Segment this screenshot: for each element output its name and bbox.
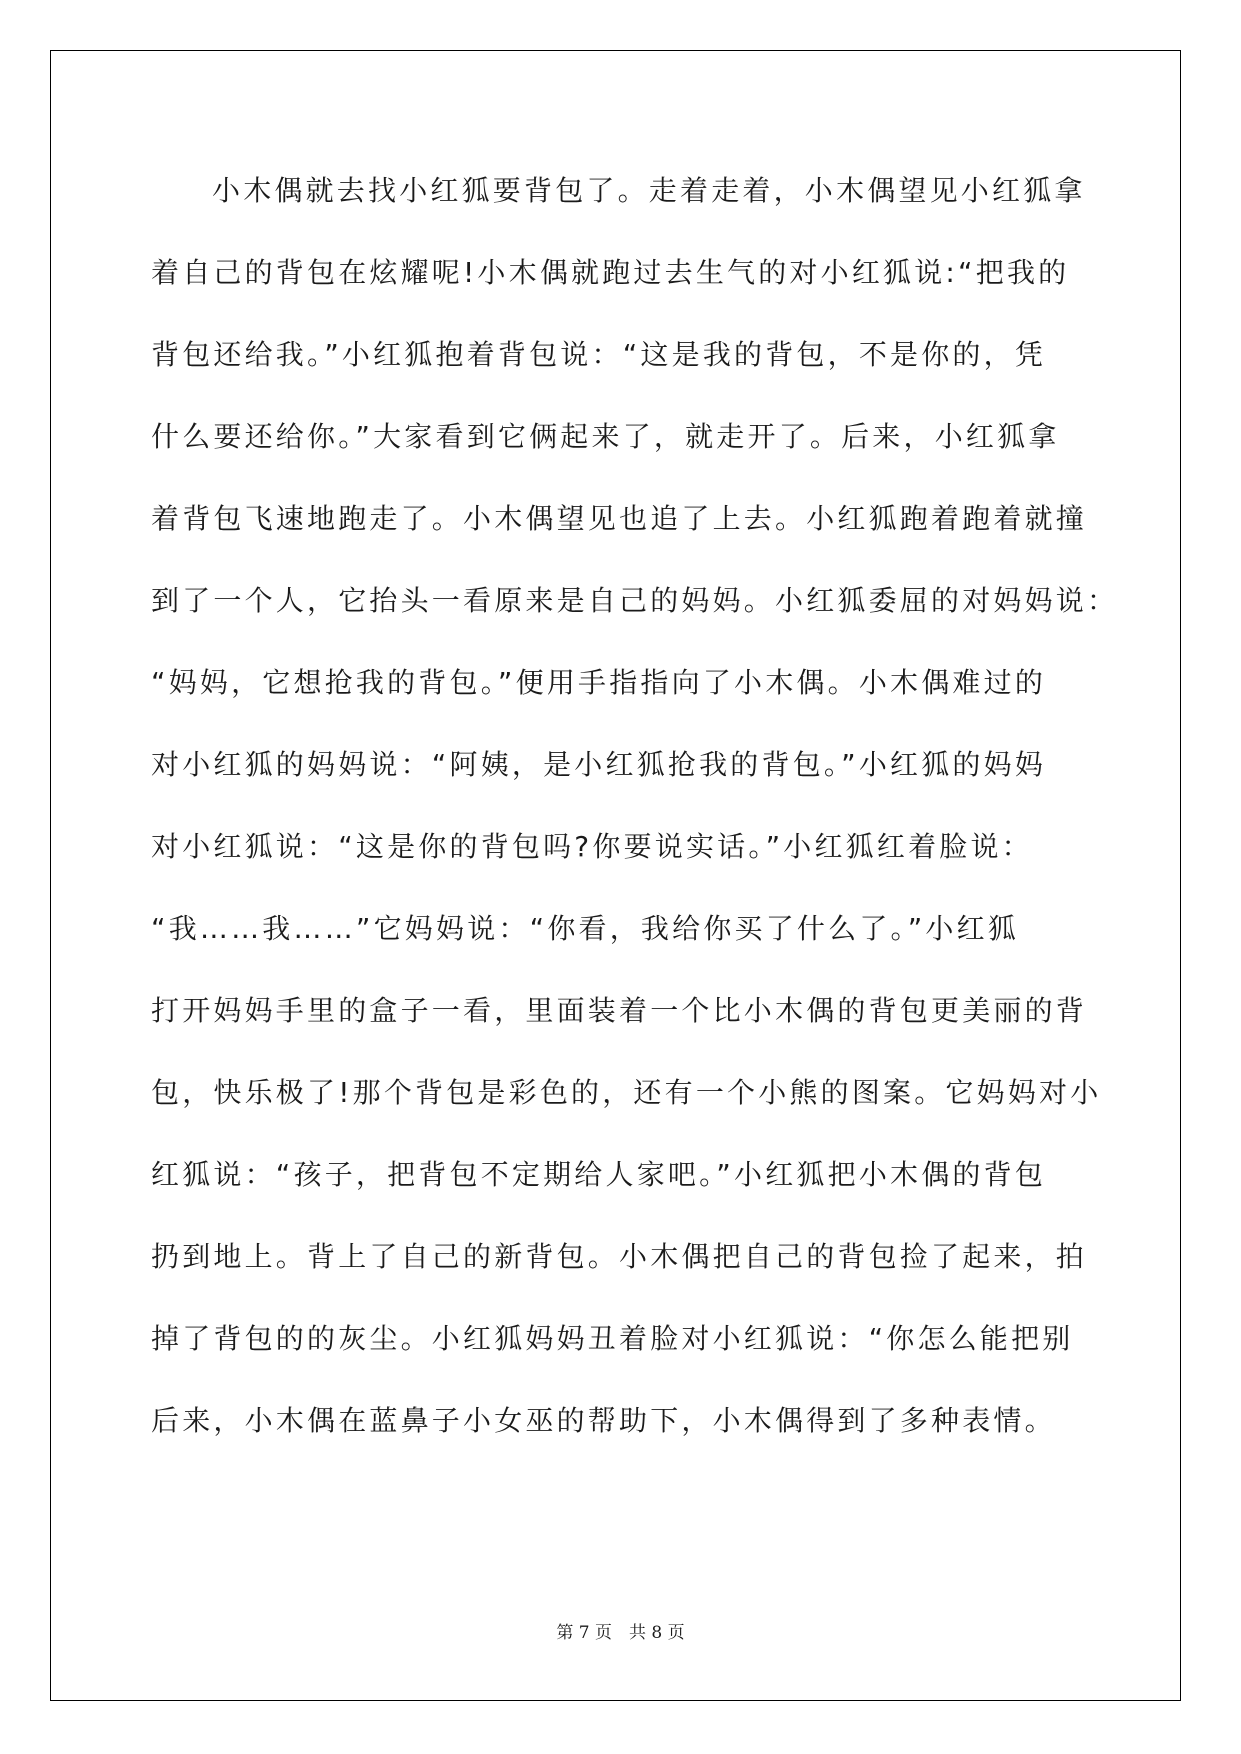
text-line: “我……我……”它妈妈说：“你看，我给你买了什么了。”小红狐 (151, 912, 1020, 945)
text-line: 对小红狐说：“这是你的背包吗?你要说实话。”小红狐红着脸说： (151, 830, 1033, 863)
text-line: 着自己的背包在炫耀呢!小木偶就跑过去生气的对小红狐说:“把我的 (151, 256, 1070, 289)
text-line: “妈妈，它想抢我的背包。”便用手指指向了小木偶。小木偶难过的 (151, 666, 1047, 699)
text-line: 扔到地上。背上了自己的新背包。小木偶把自己的背包捡了起来，拍 (151, 1240, 1088, 1273)
text-line: 后来，小木偶在蓝鼻子小女巫的帮助下，小木偶得到了多种表情。 (151, 1404, 1056, 1437)
text-line: 着背包飞速地跑走了。小木偶望见也追了上去。小红狐跑着跑着就撞 (151, 502, 1088, 535)
page-number: 第 7 页 共 8 页 (556, 1623, 685, 1643)
text-line: 掉了背包的的灰尘。小红狐妈妈丑着脸对小红狐说：“你怎么能把别 (151, 1322, 1074, 1355)
text-line: 背包还给我。”小红狐抱着背包说：“这是我的背包，不是你的，凭 (151, 338, 1047, 371)
text-line: 打开妈妈手里的盒子一看，里面装着一个比小木偶的背包更美丽的背 (151, 994, 1088, 1027)
text-line: 包，快乐极了!那个背包是彩色的，还有一个小熊的图案。它妈妈对小 (151, 1076, 1102, 1109)
text-line: 对小红狐的妈妈说：“阿姨，是小红狐抢我的背包。”小红狐的妈妈 (151, 748, 1047, 781)
body-text (151, 160, 1119, 1472)
text-line: 到了一个人，它抬头一看原来是自己的妈妈。小红狐委屈的对妈妈说： (151, 584, 1119, 617)
text-line: 小木偶就去找小红狐要背包了。走着走着，小木偶望见小红狐拿 (212, 174, 1086, 207)
text-line: 什么要还给你。”大家看到它俩起来了，就走开了。后来，小红狐拿 (151, 420, 1060, 453)
text-line: 红狐说：“孩子，把背包不定期给人家吧。”小红狐把小木偶的背包 (151, 1158, 1047, 1191)
